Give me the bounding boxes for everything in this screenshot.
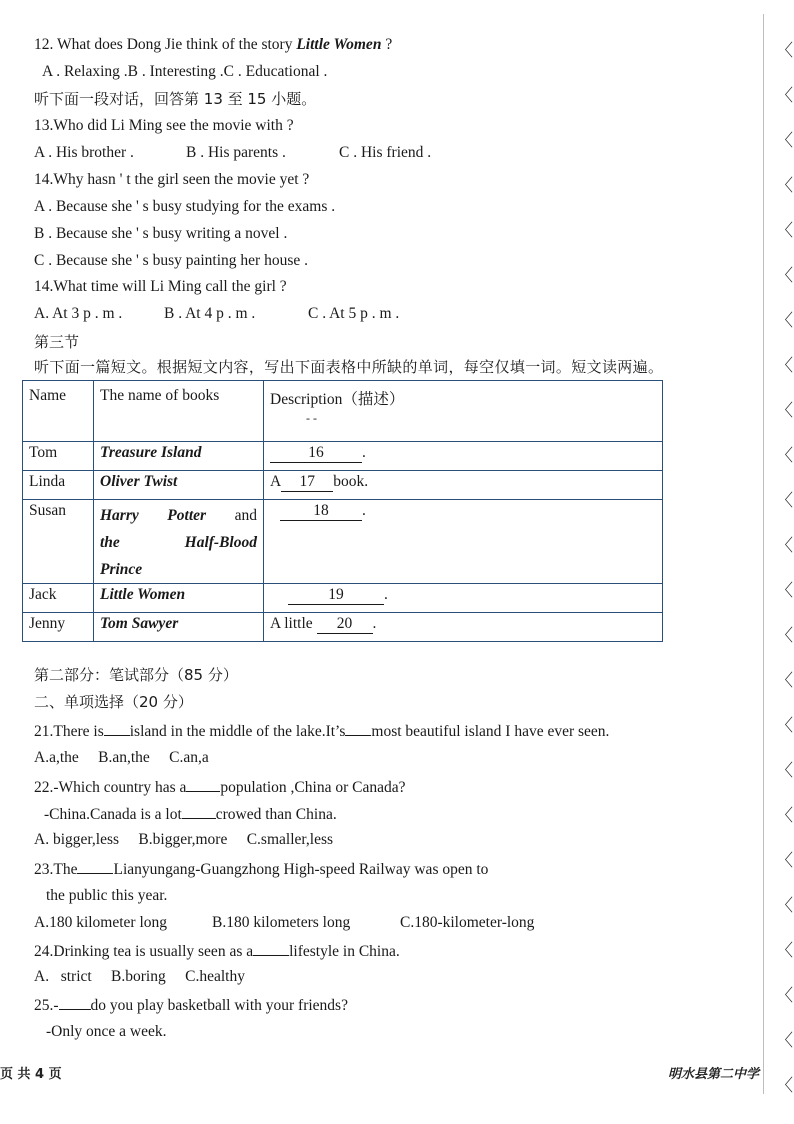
book-word: Half-Blood — [184, 534, 257, 551]
question-12-stem — [34, 35, 392, 55]
binding-line — [763, 14, 764, 1094]
table-header-row — [23, 381, 663, 442]
row-name: Tom — [23, 442, 94, 471]
q13-option-b: B . His parents . — [186, 144, 286, 161]
row-name: Jenny — [23, 613, 94, 642]
question-12-options: A . Relaxing .B . Interesting .C . Educational . — [42, 63, 328, 80]
binding-mark: 〈 — [776, 1076, 793, 1096]
binding-mark: 〈 — [776, 851, 793, 871]
single-choice-title: 二、单项选择（20 分） — [34, 693, 193, 711]
question-23-stem-cont: the public this year. — [46, 887, 168, 904]
book-word: and — [234, 507, 257, 524]
binding-mark: 〈 — [776, 401, 793, 421]
blank-17[interactable]: 17 — [281, 473, 333, 492]
q22-text-c: -China.Canada is a lot — [44, 806, 182, 823]
book-word: the — [100, 534, 120, 551]
q25-blank[interactable] — [59, 994, 91, 1010]
question-15-stem: 14.What time will Li Ming call the girl ? — [34, 278, 287, 295]
question-25-reply: -Only once a week. — [46, 1023, 167, 1040]
q21-text-c: most beautiful island I have ever seen. — [371, 723, 610, 740]
q12-stem-suffix: ? — [381, 36, 393, 53]
school-name: 明水县第二中学 — [668, 1067, 760, 1082]
binding-mark: 〈 — [776, 221, 793, 241]
q25-text-a: 25.- — [34, 997, 59, 1014]
table-row — [23, 613, 663, 642]
q21-blank-2[interactable] — [345, 720, 371, 736]
binding-mark: 〈 — [776, 626, 793, 646]
row-desc-suffix: book. — [333, 473, 369, 490]
row-book: Little Women — [94, 584, 264, 613]
q15-option-a: A. At 3 p . m . — [34, 305, 123, 322]
binding-mark: 〈 — [776, 716, 793, 736]
q22-text-a: 22.-Which country has a — [34, 779, 187, 796]
row-book — [94, 500, 264, 584]
q22-blank-1[interactable] — [186, 776, 220, 792]
header-name: Name — [23, 381, 94, 442]
book-word: Harry — [100, 507, 139, 524]
book-line-2 — [100, 529, 257, 556]
row-book: Oliver Twist — [94, 471, 264, 500]
question-13-options — [34, 143, 432, 163]
question-23-options — [34, 913, 535, 933]
row-name: Jack — [23, 584, 94, 613]
binding-mark: 〈 — [776, 446, 793, 466]
q24-blank[interactable] — [253, 940, 289, 956]
q21-text-b: island in the middle of the lake.It’s — [129, 723, 346, 740]
book-line-3: Prince — [100, 561, 143, 578]
q23-text-b: Lianyungang-Guangzhong High-speed Railway was open to — [113, 861, 489, 878]
q22-text-d: crowed than China. — [215, 806, 337, 823]
q21-blank-1[interactable] — [104, 720, 130, 736]
question-25-stem — [34, 994, 348, 1016]
row-desc-suffix: . — [384, 586, 388, 603]
table-row — [23, 500, 663, 584]
q22-text-b: population ,China or Canada? — [220, 779, 406, 796]
q15-option-b: B . At 4 p . m . — [164, 305, 256, 322]
q23-option-b: B.180 kilometers long — [212, 914, 351, 931]
q13-option-c: C . His friend . — [339, 144, 432, 161]
q23-text-a: 23.The — [34, 861, 78, 878]
blank-18[interactable]: 18 — [280, 502, 362, 521]
binding-mark: 〈 — [776, 896, 793, 916]
question-15-options — [34, 304, 400, 324]
q13-option-a: A . His brother . — [34, 144, 134, 161]
question-21-stem — [34, 720, 609, 742]
q23-option-a: A.180 kilometer long — [34, 914, 168, 931]
book-line-1 — [100, 502, 257, 529]
question-22-reply — [44, 803, 337, 825]
binding-mark: 〈 — [776, 581, 793, 601]
row-description — [264, 471, 663, 500]
table-row — [23, 442, 663, 471]
row-description — [264, 613, 663, 642]
header-description — [264, 381, 663, 442]
row-desc-prefix: A little — [270, 615, 313, 632]
q23-option-c: C.180-kilometer-long — [400, 914, 535, 931]
binding-mark: 〈 — [776, 86, 793, 106]
binding-mark: 〈 — [776, 491, 793, 511]
blank-20[interactable]: 20 — [317, 615, 373, 634]
question-14-option-b: B . Because she ' s busy writing a novel . — [34, 225, 288, 242]
page-footer-left: 页 共 4 页 — [0, 1067, 62, 1082]
binding-mark: 〈 — [776, 1031, 793, 1051]
q24-text-b: lifestyle in China. — [289, 943, 400, 960]
row-desc-suffix: . — [362, 502, 366, 519]
header-dash: - - — [306, 411, 317, 425]
written-part-title: 第二部分：笔试部分（85 分） — [34, 666, 238, 684]
table-row — [23, 584, 663, 613]
book-word: Potter — [167, 507, 207, 524]
section-3-instruction: 听下面一篇短文。根据短文内容，写出下面表格中所缺的单词，每空仅填一词。短文读两遍。 — [34, 358, 664, 376]
q12-stem-text: 12. What does Dong Jie think of the story — [34, 36, 297, 53]
question-13-stem: 13.Who did Li Ming see the movie with ? — [34, 117, 294, 134]
binding-mark: 〈 — [776, 806, 793, 826]
row-name: Susan — [23, 500, 94, 584]
q25-text-b: do you play basketball with your friends? — [90, 997, 348, 1014]
question-24-options: A. strict B.boring C.healthy — [34, 968, 245, 985]
question-14-option-c: C . Because she ' s busy painting her house . — [34, 252, 308, 269]
binding-mark: 〈 — [776, 266, 793, 286]
question-14-option-a: A . Because she ' s busy studying for the exams . — [34, 198, 336, 215]
question-23-stem — [34, 858, 488, 880]
question-21-options: A.a,the B.an,the C.an,a — [34, 749, 209, 766]
row-desc-prefix: A — [270, 473, 282, 490]
binding-mark: 〈 — [776, 356, 793, 376]
section-3-title: 第三节 — [34, 333, 80, 351]
book-description-table — [22, 380, 663, 642]
header-description-text: Description（描述） — [270, 391, 405, 408]
binding-mark: 〈 — [776, 761, 793, 781]
blank-16[interactable]: 16 — [270, 444, 362, 463]
header-books: The name of books — [94, 381, 264, 442]
binding-mark: 〈 — [776, 131, 793, 151]
q22-blank-2[interactable] — [182, 803, 216, 819]
row-description — [264, 442, 663, 471]
q23-blank[interactable] — [77, 858, 113, 874]
binding-mark: 〈 — [776, 311, 793, 331]
row-book: Treasure Island — [94, 442, 264, 471]
binding-mark: 〈 — [776, 986, 793, 1006]
binding-mark: 〈 — [776, 671, 793, 691]
q12-book-title: Little Women — [296, 36, 382, 53]
question-22-stem — [34, 776, 405, 798]
row-description — [264, 500, 663, 584]
question-14-stem: 14.Why hasn ' t the girl seen the movie yet ? — [34, 171, 310, 188]
row-name: Linda — [23, 471, 94, 500]
row-description — [264, 584, 663, 613]
q15-option-c: C . At 5 p . m . — [308, 305, 400, 322]
row-desc-suffix: . — [372, 615, 377, 632]
row-book: Tom Sawyer — [94, 613, 264, 642]
binding-mark: 〈 — [776, 176, 793, 196]
q21-text-a: 21.There is — [34, 723, 104, 740]
instruction-13-15: 听下面一段对话，回答第 13 至 15 小题。 — [34, 90, 317, 108]
question-22-options: A. bigger,less B.bigger,more C.smaller,less — [34, 831, 334, 848]
question-24-stem — [34, 940, 400, 962]
row-desc-suffix: . — [362, 444, 366, 461]
binding-mark: 〈 — [776, 536, 793, 556]
binding-mark: 〈 — [776, 941, 793, 961]
binding-mark: 〈 — [776, 41, 793, 61]
blank-19[interactable]: 19 — [288, 586, 384, 605]
table-row — [23, 471, 663, 500]
q24-text-a: 24.Drinking tea is usually seen as a — [34, 943, 254, 960]
